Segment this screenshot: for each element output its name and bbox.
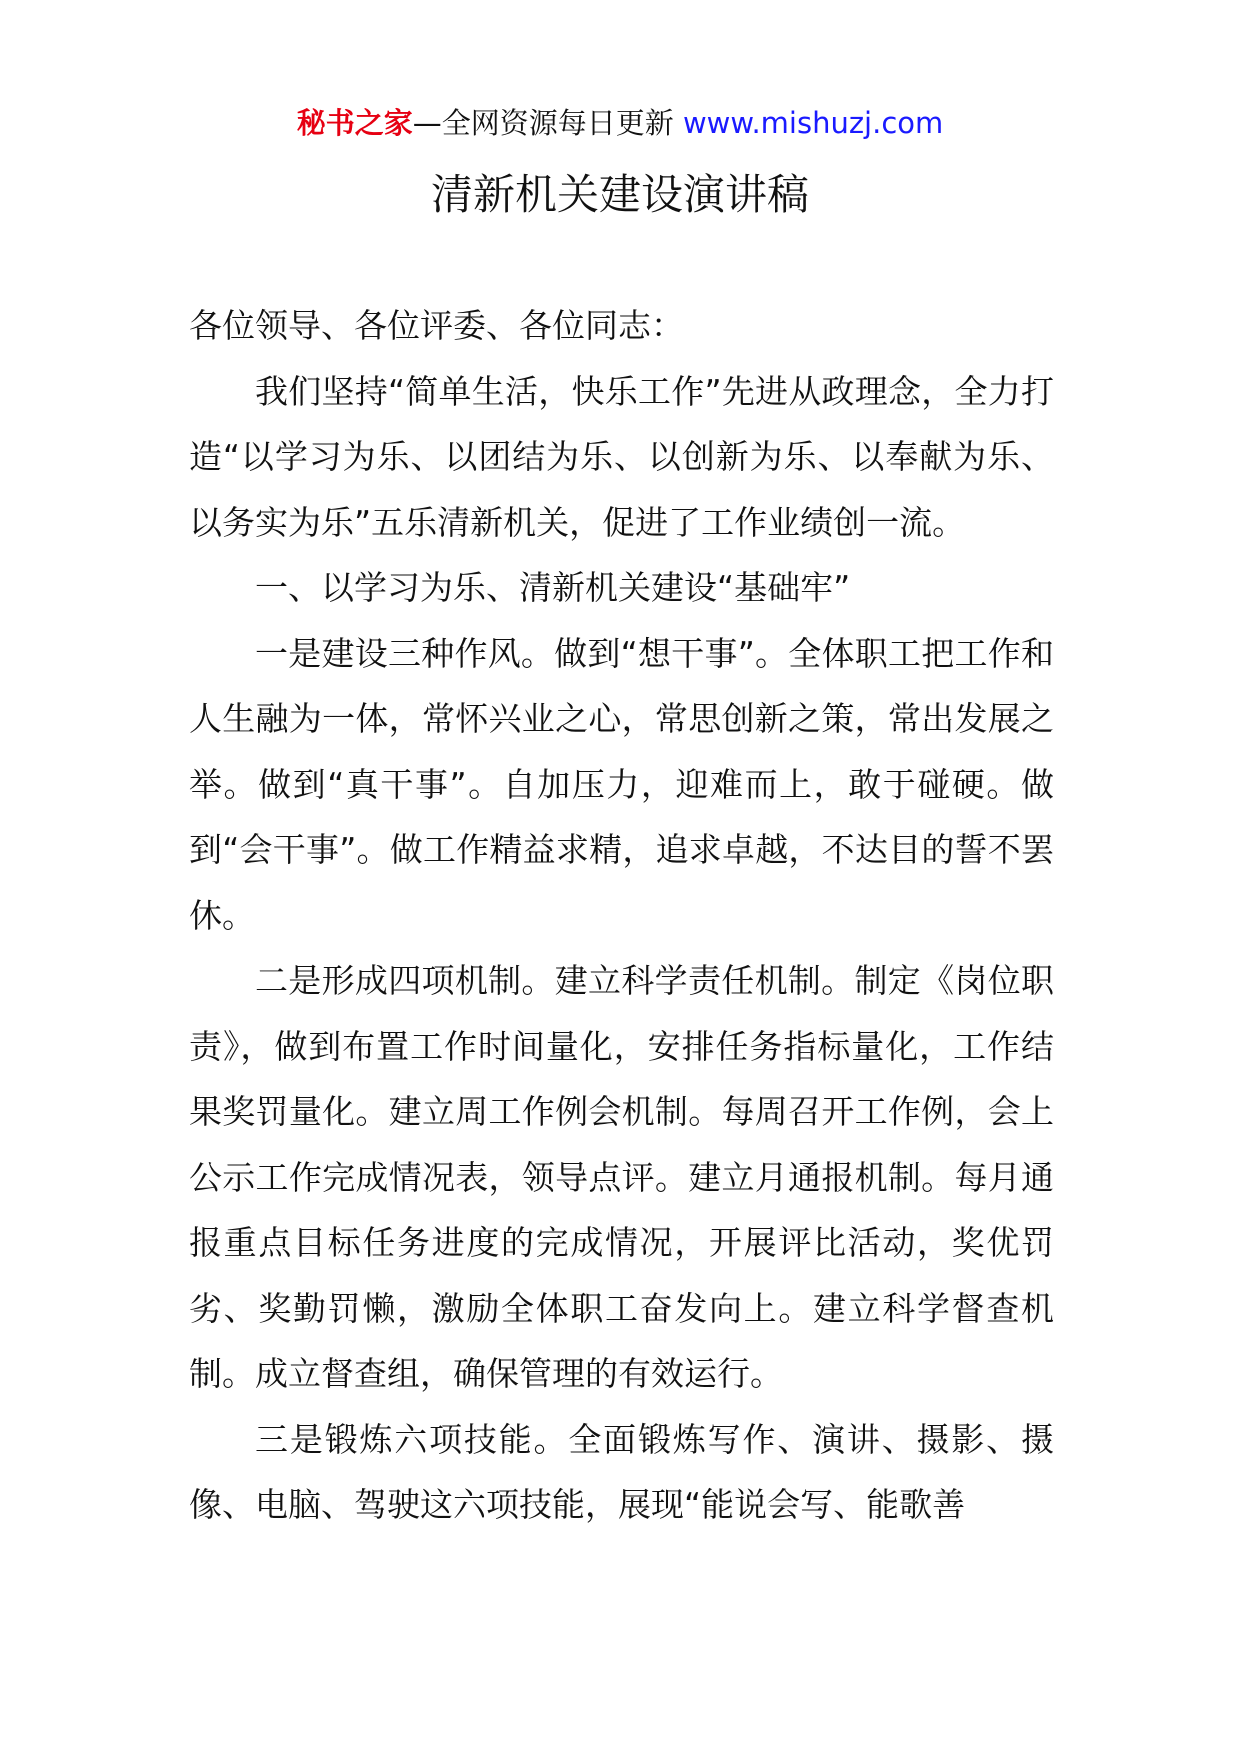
site-tagline: —全网资源每日更新 <box>412 106 683 140</box>
salutation: 各位领导、各位评委、各位同志： <box>189 306 684 345</box>
site-url-link[interactable]: www.mishuzj.com <box>682 106 944 140</box>
section-heading: 一、以学习为乐、清新机关建设“基础牢” <box>255 568 851 607</box>
paragraph: 二是形成四项机制。建立科学责任机制。制定《岗位职责》，做到布置工作时间量化，安排任务指标量化，工作结果奖罚量化。建立周工作例会机制。每周召开工作例，会上公示工作完成情况表，领导点评。建立月通报机制。每月通报重点目标任务进度的完成情况，开展评比活动，奖优罚劣、奖勤罚懒，激励全体职工奋发向上。建立科学督查机制。成立督查组，确保管理的有效运行。 <box>189 961 1054 1393</box>
paragraph-intro: 我们坚持“简单生活，快乐工作”先进从政理念，全力打造“以学习为乐、以团结为乐、以创新为乐、以奉献为乐、以务实为乐”五乐清新机关，促进了工作业绩创一流。 <box>189 371 1054 542</box>
paragraph: 三是锻炼六项技能。全面锻炼写作、演讲、摄影、摄像、电脑、驾驶这六项技能，展现“能说会写、能歌善 <box>189 1419 1054 1524</box>
paragraph: 一是建设三种作风。做到“想干事”。全体职工把工作和人生融为一体，常怀兴业之心，常思创新之策，常出发展之举。做到“真干事”。自加压力，迎难而上，敢于碰硬。做到“会干事”。做工作精益求精，追求卓越，不达目的誓不罢休。 <box>189 633 1054 935</box>
brand-name: 秘书之家 <box>296 106 413 140</box>
document-body <box>189 293 1054 1538</box>
document-title: 清新机关建设演讲稿 <box>430 170 809 219</box>
site-header <box>0 101 1240 145</box>
